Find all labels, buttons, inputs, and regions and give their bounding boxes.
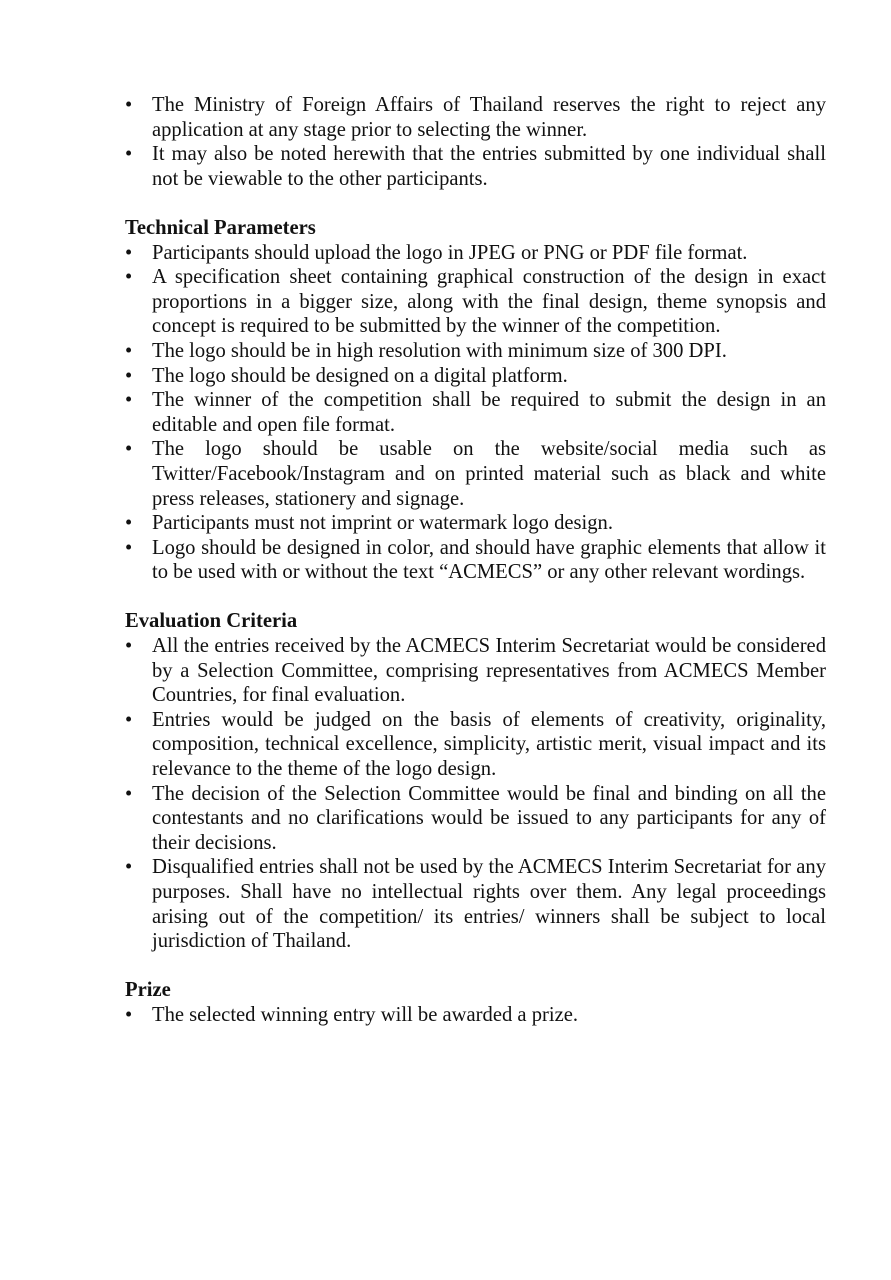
bullet-item bbox=[125, 708, 826, 782]
bullet-text: Entries would be judged on the basis of elements of creativity, originality, composition, technical excellence, simplicity, artistic merit, visual impact and its relevance to the theme of the logo design. bbox=[152, 708, 826, 781]
bullet-item bbox=[125, 93, 826, 142]
bullet-mark: • bbox=[125, 94, 133, 116]
bullet-mark: • bbox=[125, 143, 133, 166]
bullet-mark: • bbox=[125, 856, 133, 879]
bullet-text: The winner of the competition shall be required to submit the design in an editable and open file format. bbox=[152, 389, 826, 436]
bullet-text: The decision of the Selection Committee would be final and binding on all the contestants and no clarifications would be issued to any participants for any of their decisions. bbox=[152, 782, 826, 854]
bullet-text: It may also be noted herewith that the entries submitted by one individual shall not be viewable to the other participants. bbox=[152, 143, 826, 190]
bullet-mark: • bbox=[125, 364, 133, 387]
bullet-text: The selected winning entry will be awarded a prize. bbox=[152, 1003, 579, 1026]
technical-parameters-section bbox=[125, 216, 826, 585]
bullet-item bbox=[125, 388, 826, 437]
bullet-mark: • bbox=[125, 635, 133, 658]
bullet-mark: • bbox=[125, 708, 133, 731]
bullet-text: The Ministry of Foreign Affairs of Thailand reserves the right to reject any application at any stage prior to selecting the winner. bbox=[152, 94, 826, 141]
document-body bbox=[125, 93, 826, 1028]
bullet-text: A specification sheet containing graphical construction of the design in exact proportions in a bigger size, along with the final design, theme synopsis and concept is required to be submitted by the winner of the competition. bbox=[152, 266, 826, 338]
evaluation-criteria-section bbox=[125, 609, 826, 953]
bullet-mark: • bbox=[125, 536, 133, 559]
section-heading: Technical Parameters bbox=[125, 216, 316, 239]
bullet-item bbox=[125, 634, 826, 708]
bullet-mark: • bbox=[125, 389, 133, 412]
intro-bullet-list bbox=[125, 93, 826, 191]
bullet-mark: • bbox=[125, 782, 133, 805]
bullet-mark: • bbox=[125, 512, 133, 535]
bullet-mark: • bbox=[125, 266, 133, 289]
intro-section bbox=[125, 93, 826, 191]
section-heading: Prize bbox=[125, 979, 171, 1002]
bullet-item bbox=[125, 511, 826, 536]
prize-section bbox=[125, 978, 826, 1027]
bullet-text: Participants should upload the logo in JPEG or PNG or PDF file format. bbox=[152, 241, 748, 264]
bullet-mark: • bbox=[125, 438, 133, 461]
bullet-item bbox=[125, 265, 826, 339]
bullet-item bbox=[125, 1003, 826, 1028]
bullet-text: Disqualified entries shall not be used by the ACMECS Interim Secretariat for any purposes. Shall have no intellectual rights over them. Any legal proceedings arising out of the competition/ its entries/ winners shall be subject to local jurisdiction of Thailand. bbox=[152, 856, 826, 953]
technical-parameters-list bbox=[125, 241, 826, 585]
bullet-item bbox=[125, 364, 826, 389]
bullet-item bbox=[125, 855, 826, 953]
section-heading: Evaluation Criteria bbox=[125, 610, 298, 633]
bullet-item bbox=[125, 241, 826, 266]
bullet-text: The logo should be usable on the website/social media such as Twitter/Facebook/Instagram and on printed material such as black and white press releases, stationery and signage. bbox=[152, 438, 826, 510]
bullet-mark: • bbox=[125, 1003, 133, 1026]
prize-list bbox=[125, 1003, 826, 1028]
bullet-mark: • bbox=[125, 339, 133, 362]
bullet-item bbox=[125, 536, 826, 585]
bullet-text: Logo should be designed in color, and should have graphic elements that allow it to be used with or without the text “ACMECS” or any other relevant wordings. bbox=[152, 536, 826, 584]
bullet-text: All the entries received by the ACMECS Interim Secretariat would be considered by a Selection Committee, comprising representatives from ACMECS Member Countries, for final evaluation. bbox=[152, 635, 826, 707]
bullet-text: The logo should be designed on a digital platform. bbox=[152, 364, 568, 387]
bullet-item bbox=[125, 142, 826, 191]
bullet-item bbox=[125, 437, 826, 511]
bullet-text: Participants must not imprint or watermark logo design. bbox=[152, 512, 613, 535]
bullet-mark: • bbox=[125, 241, 133, 264]
bullet-text: The logo should be in high resolution with minimum size of 300 DPI. bbox=[152, 339, 727, 362]
bullet-item bbox=[125, 782, 826, 856]
bullet-item bbox=[125, 339, 826, 364]
evaluation-criteria-list bbox=[125, 634, 826, 954]
